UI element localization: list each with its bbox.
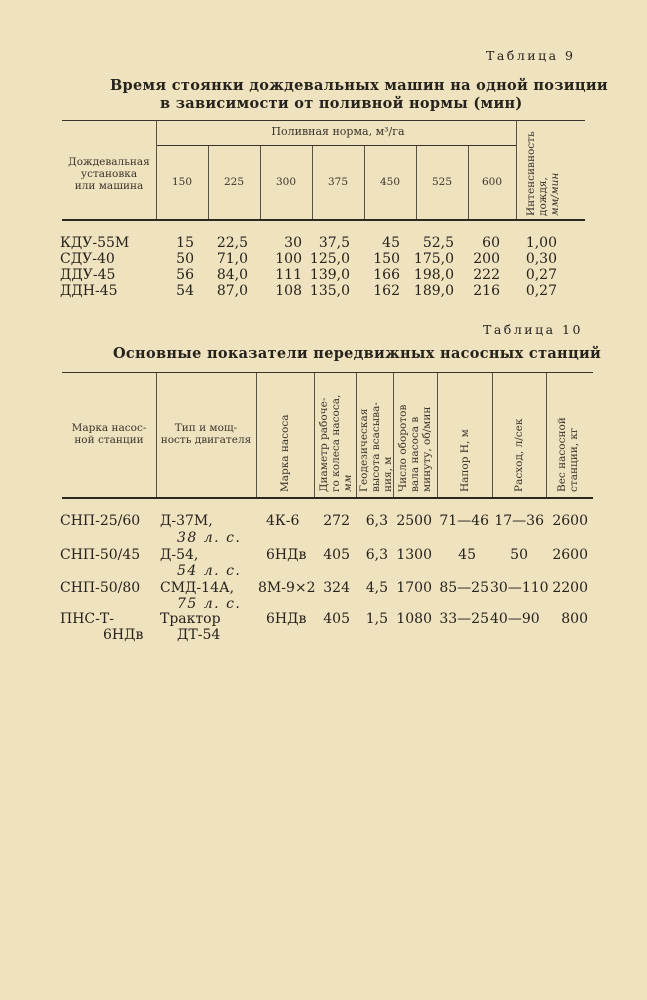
table-9-title-line2-text: в зависимости от поливной нормы (мин) [160, 95, 523, 112]
head-cell: 33—25 [439, 611, 489, 627]
header-line: мм [342, 474, 354, 492]
header-line: высота всасыва- [370, 402, 382, 492]
table-10-header-bottom-rule [62, 497, 593, 499]
value-cell: 45 [382, 235, 400, 251]
table-9-divider [516, 121, 517, 219]
table-10-pump-header [279, 400, 291, 492]
table-9-title-line2 [160, 95, 523, 112]
station-brand: СНП-50/45 [60, 547, 141, 563]
value-cell: 60 [482, 235, 500, 251]
header-line: ность двигателя [160, 434, 252, 446]
table-10-top-rule [62, 372, 593, 373]
table-10-flow-header [513, 395, 525, 492]
table-10-divider [492, 373, 493, 497]
pump-model: 4К-6 [266, 513, 300, 529]
engine-type: Д-54, [160, 547, 199, 563]
value-cell: 162 [373, 283, 400, 299]
intensity-cell: 0,27 [525, 267, 557, 283]
engine-power: 38 л. с. [177, 530, 242, 546]
table-9-norm-header: 150 [171, 176, 193, 188]
suction-cell: 6,3 [365, 547, 388, 563]
table-10-engine-header [156, 422, 256, 446]
header-line: Расход, л/сек [513, 418, 525, 492]
header-line: го колеса насоса, [330, 394, 342, 492]
table-10-divider [314, 373, 315, 497]
station-brand: ПНС-Т- [60, 611, 114, 627]
suction-cell: 6,3 [365, 513, 388, 529]
table-10-rpm-header [397, 377, 433, 492]
diameter-cell: 405 [323, 611, 350, 627]
header-line: Напор Н, м [459, 429, 471, 492]
engine-type: Трактор [160, 611, 221, 627]
header-line: станции, кг [568, 427, 580, 492]
table-10-divider [437, 373, 438, 497]
table-10-head-header [459, 405, 471, 492]
table-9-norm-header: 225 [223, 176, 245, 188]
value-cell: 108 [275, 283, 302, 299]
table-10-weight-header [556, 395, 580, 492]
table-9-group-rule [156, 145, 516, 146]
flow-cell: 50 [510, 547, 528, 563]
header-line: ния, м [382, 456, 394, 492]
header-line: Дождевальная [68, 156, 150, 168]
pump-model: 8М-9×2 [258, 580, 316, 596]
diameter-cell: 324 [323, 580, 350, 596]
engine-power: 54 л. с. [177, 563, 242, 579]
table-9-norm-header: 450 [379, 176, 401, 188]
header-line: дождя, [537, 177, 549, 216]
header-line: Тип и мощ- [174, 422, 238, 434]
flow-cell: 17—36 [494, 513, 544, 529]
table-10-brand-header [62, 422, 156, 446]
value-cell: 198,0 [413, 267, 454, 283]
diameter-cell: 405 [323, 547, 350, 563]
value-cell: 200 [473, 251, 500, 267]
header-line: установка [80, 168, 138, 180]
header-line: ной станции [74, 434, 144, 446]
header-line: Число оборотов [397, 404, 409, 492]
header-line: Марка насос- [71, 422, 147, 434]
value-cell: 84,0 [216, 267, 248, 283]
head-cell: 71—46 [439, 513, 489, 529]
value-cell: 189,0 [413, 283, 454, 299]
engine-power: ДТ-54 [177, 627, 221, 643]
value-cell: 175,0 [413, 251, 454, 267]
table-9-header-bottom-rule [62, 219, 585, 221]
table-9-norm-header: 300 [275, 176, 297, 188]
header-line: мм/мин [549, 172, 561, 216]
flow-cell: 30—110 [490, 580, 549, 596]
value-cell: 166 [373, 267, 400, 283]
head-cell: 85—25 [439, 580, 489, 596]
value-cell: 22,5 [216, 235, 248, 251]
table-10-divider [546, 373, 547, 497]
table-9-norm-header: 525 [431, 176, 453, 188]
intensity-cell: 0,30 [525, 251, 557, 267]
machine-name: КДУ-55М [60, 235, 130, 251]
value-cell: 150 [373, 251, 400, 267]
table-10-diameter-header [318, 377, 354, 492]
header-line: Геодезическая [358, 408, 370, 492]
value-cell: 135,0 [309, 283, 350, 299]
machine-name: ДДУ-45 [60, 267, 116, 283]
value-cell: 111 [275, 267, 302, 283]
weight-cell: 2200 [552, 580, 588, 596]
value-cell: 87,0 [216, 283, 248, 299]
header-line: Вес насосной [556, 417, 568, 492]
intensity-cell: 1,00 [525, 235, 557, 251]
value-cell: 50 [176, 251, 194, 267]
suction-cell: 1,5 [365, 611, 388, 627]
machine-name: ДДН-45 [60, 283, 118, 299]
value-cell: 222 [473, 267, 500, 283]
value-cell: 15 [176, 235, 194, 251]
header-line: вала насоса в [409, 416, 421, 492]
station-brand-continued: 6НДв [103, 627, 144, 643]
table-10-title: Основные показатели передвижных насосных станций [113, 345, 602, 362]
table-9-label: Таблица 9 [486, 48, 576, 63]
pump-model: 6НДв [266, 547, 307, 563]
header-line: или машина [74, 180, 144, 192]
flow-cell: 40—90 [490, 611, 540, 627]
table-9-title-line1: Время стоянки дождевальных машин на одной позиции [110, 77, 608, 94]
station-brand: СНП-50/80 [60, 580, 141, 596]
value-cell: 37,5 [318, 235, 350, 251]
table-9-divider [156, 121, 157, 219]
value-cell: 125,0 [309, 251, 350, 267]
value-cell: 139,0 [309, 267, 350, 283]
table-10-divider [356, 373, 357, 497]
machine-name: СДУ-40 [60, 251, 115, 267]
table-9-norm-group-header: Поливная норма, м³/га [271, 125, 405, 138]
table-9-intensity-header [525, 124, 561, 216]
header-line: Диаметр рабоче- [318, 397, 330, 492]
value-cell: 54 [176, 283, 194, 299]
table-10-suction-header [358, 377, 394, 492]
table-9-machine-header [62, 156, 156, 192]
table-10-label: Таблица 10 [483, 322, 583, 337]
table-9-top-rule [62, 120, 585, 121]
intensity-cell: 0,27 [525, 283, 557, 299]
rpm-cell: 1080 [396, 611, 432, 627]
header-line: Марка насоса [279, 414, 291, 492]
weight-cell: 800 [561, 611, 588, 627]
value-cell: 100 [275, 251, 302, 267]
table-9-norm-header: 600 [481, 176, 503, 188]
rpm-cell: 1300 [396, 547, 432, 563]
weight-cell: 2600 [552, 547, 588, 563]
rpm-cell: 2500 [396, 513, 432, 529]
engine-type: Д-37М, [160, 513, 213, 529]
header-line: минуту, об/мин [421, 406, 433, 492]
header-line: Интенсивность [525, 131, 537, 216]
value-cell: 56 [176, 267, 194, 283]
table-9-norm-header: 375 [327, 176, 349, 188]
value-cell: 52,5 [422, 235, 454, 251]
station-brand: СНП-25/60 [60, 513, 141, 529]
table-10-divider [256, 373, 257, 497]
engine-power: 75 л. с. [177, 596, 242, 612]
value-cell: 30 [284, 235, 302, 251]
value-cell: 216 [473, 283, 500, 299]
value-cell: 71,0 [216, 251, 248, 267]
diameter-cell: 272 [323, 513, 350, 529]
weight-cell: 2600 [552, 513, 588, 529]
rpm-cell: 1700 [396, 580, 432, 596]
suction-cell: 4,5 [365, 580, 388, 596]
head-cell: 45 [458, 547, 476, 563]
engine-type: СМД-14А, [160, 580, 235, 596]
pump-model: 6НДв [266, 611, 307, 627]
